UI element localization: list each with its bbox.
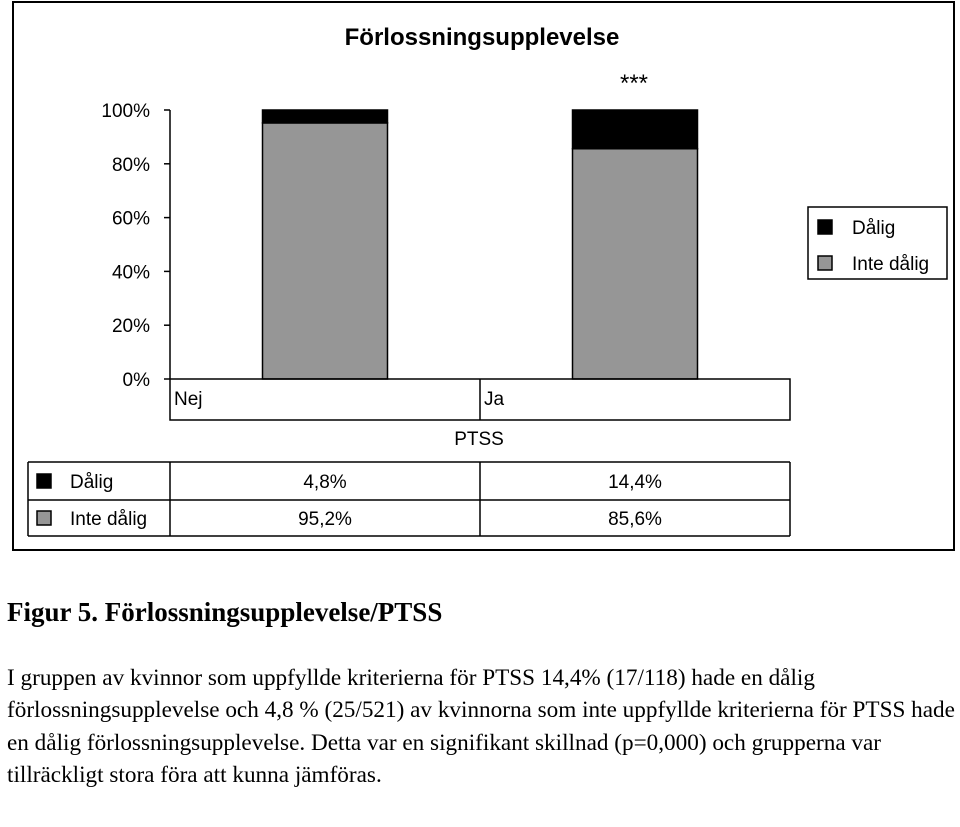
legend-swatch: [818, 220, 832, 234]
x-category-label: Nej: [174, 389, 203, 410]
legend-swatch: [818, 256, 832, 270]
bar-ja-inte-dålig: [573, 149, 698, 379]
body-text: I gruppen av kvinnor som uppfyllde kriterierna för PTSS 14,4% (17/118) hade en dålig förlossningsupplevelse och 4,8 % (25/521) av kvinnorna som inte uppfyllde kriterierna för PTSS hade en dålig förlossningsupplevelse. Detta var en signifikant skillnad (p=0,000) och grupperna var tillräckligt stora föra att kunna jämföras.: [7, 665, 955, 788]
bars: [263, 110, 698, 379]
y-tick-label: 40%: [111, 262, 150, 284]
figure-caption: Figur 5. Förlossningsupplevelse/PTSS: [7, 597, 443, 627]
table-series-label: Inte dålig: [70, 509, 148, 530]
table-series-label: Dålig: [70, 472, 114, 493]
data-label: 4,8%: [303, 472, 347, 493]
data-table: [28, 379, 790, 536]
y-axis: [101, 101, 170, 391]
y-tick-label: 100%: [101, 101, 150, 122]
data-label: 14,4%: [608, 472, 662, 493]
y-tick-label: 20%: [111, 316, 150, 338]
y-tick-label: 80%: [111, 154, 150, 176]
legend-label: Dålig: [852, 218, 896, 239]
bar-nej-inte-dålig: [263, 123, 388, 379]
y-tick-label: 60%: [111, 208, 150, 230]
data-label: 85,6%: [608, 509, 662, 530]
legend-label: Inte dålig: [852, 254, 930, 275]
y-tick-label: 0%: [122, 370, 150, 391]
data-label: 95,2%: [298, 509, 352, 530]
bar-nej-dålig: [263, 110, 388, 123]
legend: [808, 207, 947, 279]
significance-marker: ***: [619, 70, 649, 97]
table-legend-key: [37, 474, 51, 488]
chart-title: Förlossningsupplevelse: [344, 24, 620, 51]
bar-ja-dålig: [573, 110, 698, 149]
x-axis-title: PTSS: [454, 429, 504, 450]
x-category-label: Ja: [484, 389, 505, 410]
table-legend-key: [37, 511, 51, 525]
